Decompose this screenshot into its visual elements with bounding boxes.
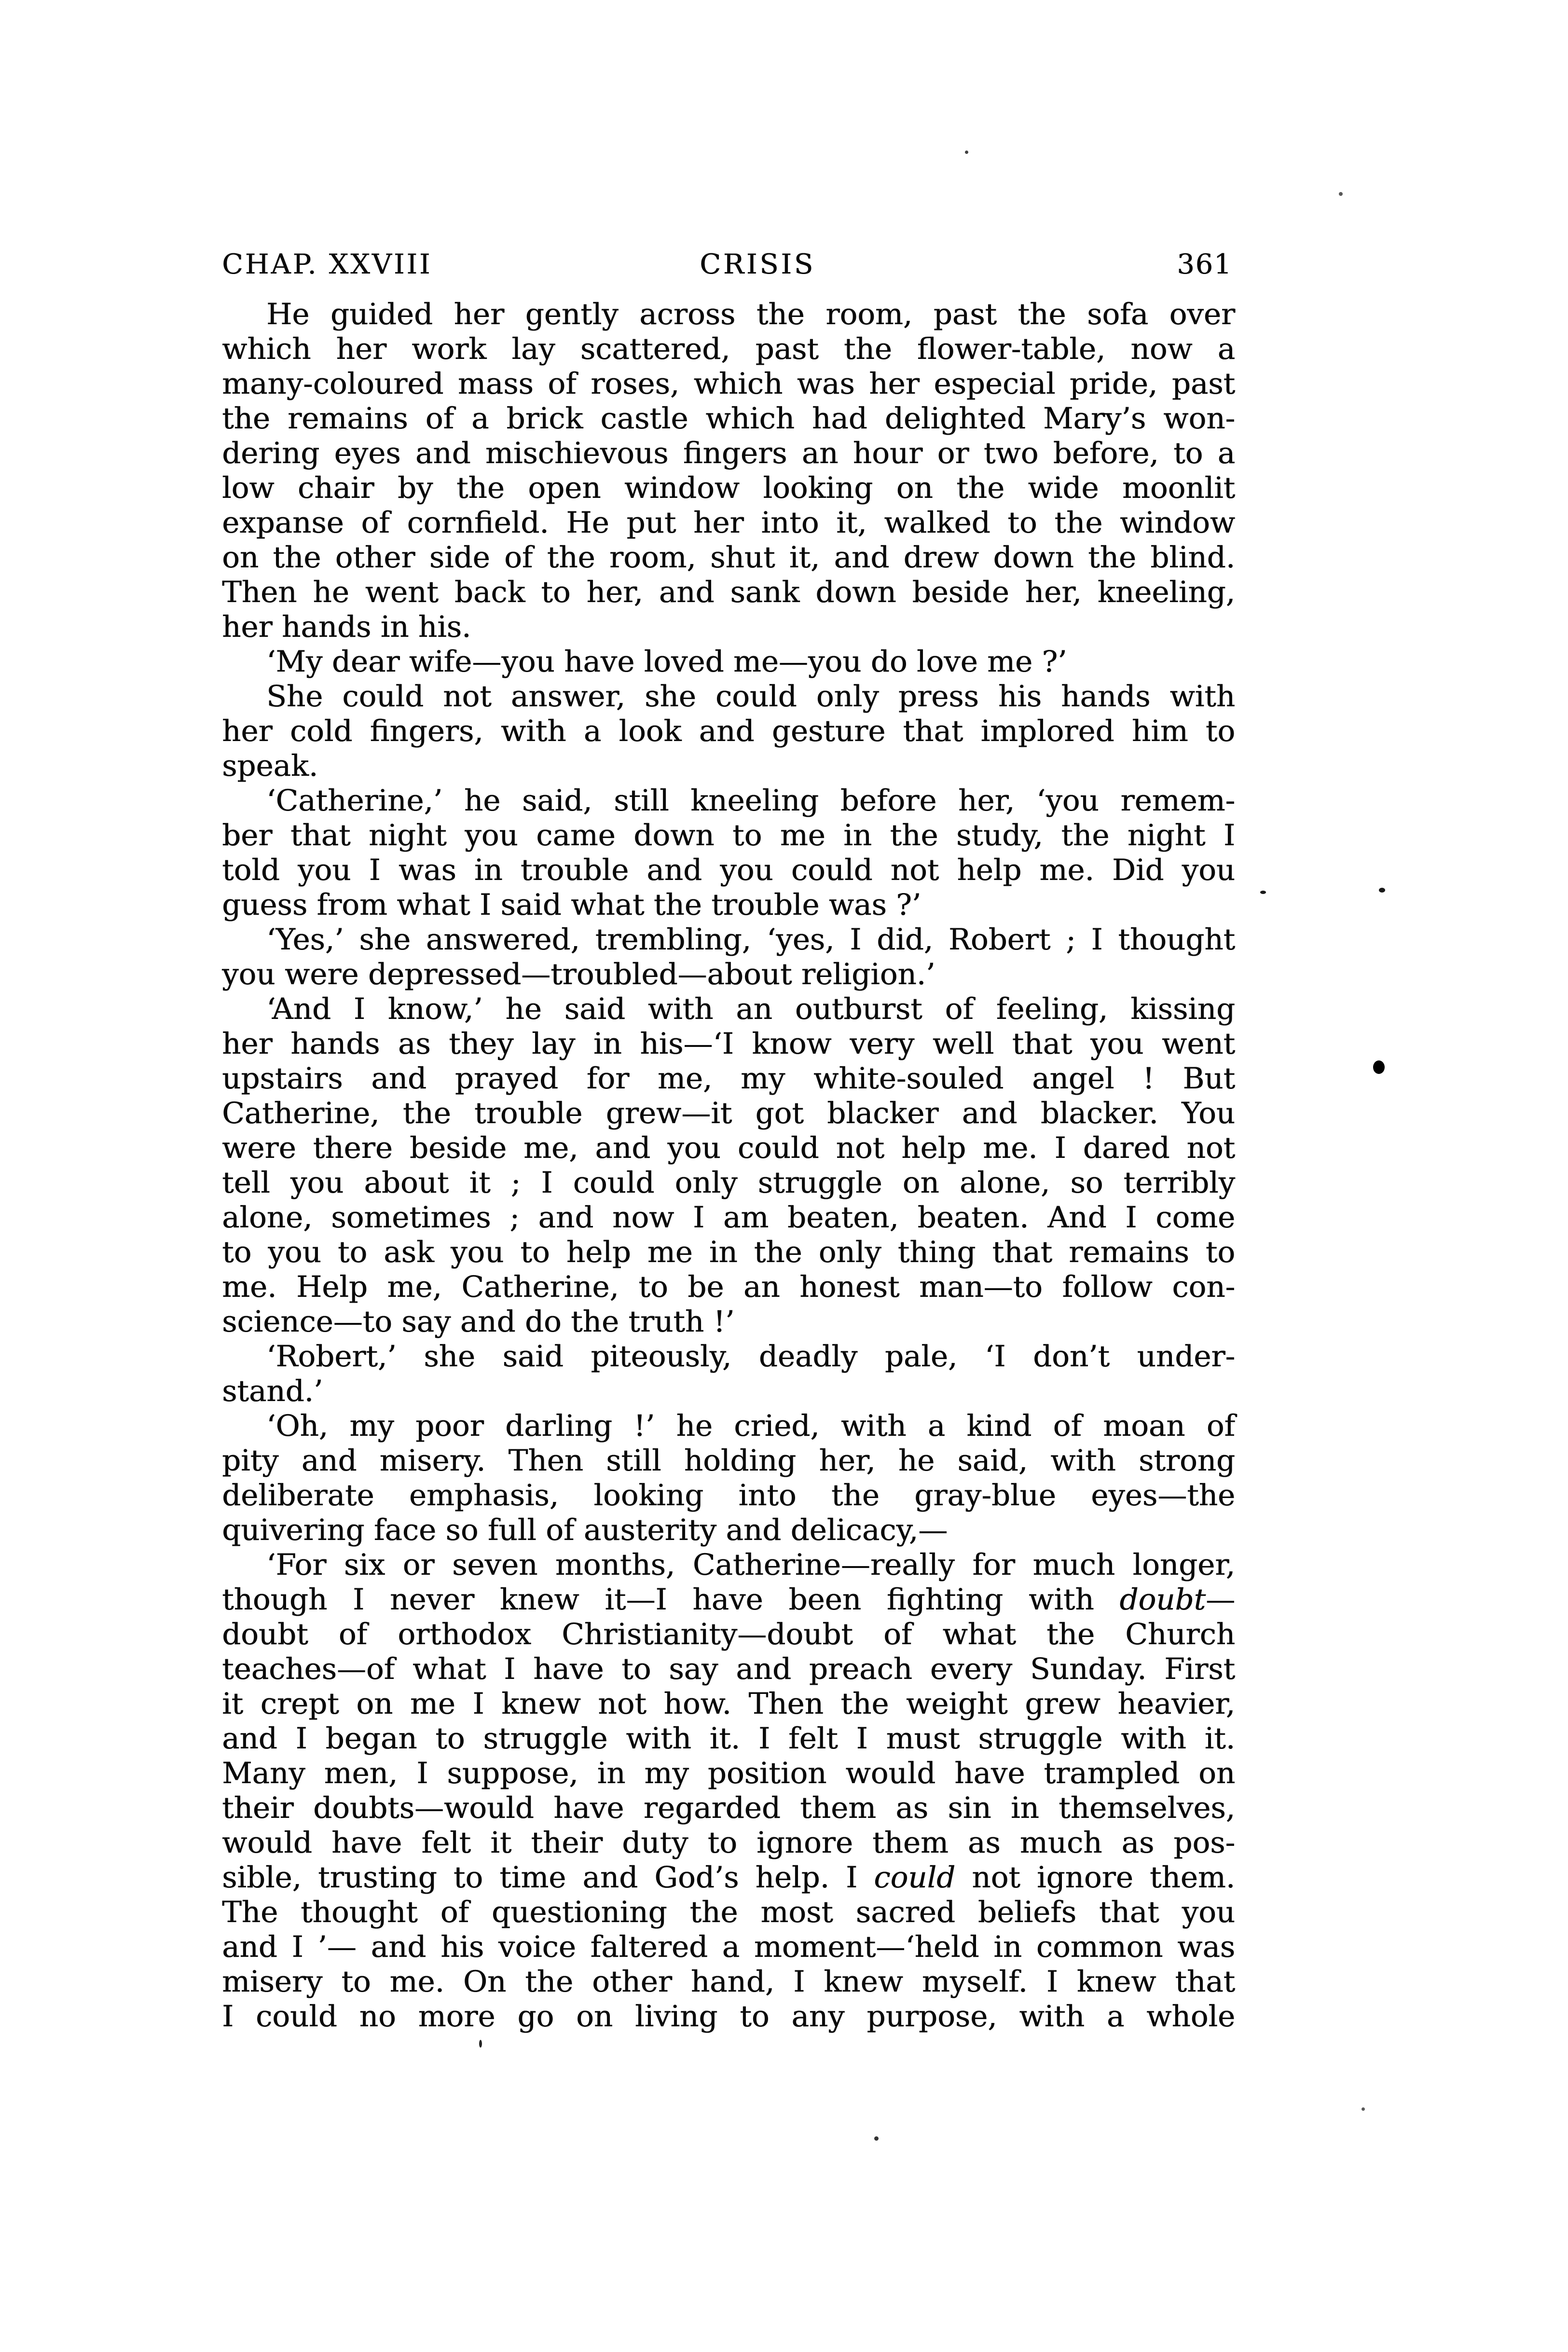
text-block: [222, 297, 1235, 2034]
text-line: [222, 1374, 1235, 1409]
scan-speck: [1260, 891, 1266, 894]
text-line: [222, 784, 1235, 818]
text-line: [222, 992, 1235, 1027]
text-segment: on the other side of the room, shut it, and drew down the blind.: [222, 540, 1235, 575]
text-segment: doubt of orthodox Christianity—doubt of what the Church: [222, 1617, 1235, 1651]
text-segment: He guided her gently across the room, past the sofa over: [266, 297, 1235, 331]
text-line: [222, 1721, 1235, 1756]
text-segment: She could not answer, she could only press his hands with: [266, 679, 1235, 714]
text-line: [222, 957, 1235, 992]
text-segment: though I never knew it—I have been fighting with: [222, 1582, 1120, 1617]
text-line: [222, 506, 1235, 540]
text-line: [222, 1061, 1235, 1096]
text-segment: were there beside me, and you could not help me. I dared not: [222, 1131, 1235, 1165]
scan-speck: [479, 2040, 482, 2048]
text-segment: and I began to struggle with it. I felt I must struggle with it.: [222, 1721, 1235, 1756]
scan-speck: [1339, 192, 1343, 196]
text-segment: ‘My dear wife—you have loved me—you do love me ?’: [266, 645, 1067, 679]
text-segment: misery to me. On the other hand, I knew myself. I knew that: [222, 1965, 1235, 1999]
text-segment: tell you about it ; I could only struggle on alone, so terribly: [222, 1166, 1235, 1200]
text-segment: ‘For six or seven months, Catherine—really for much longer,: [266, 1548, 1235, 1582]
text-line: [222, 1617, 1235, 1652]
text-segment: sible, trusting to time and God’s help. I: [222, 1860, 874, 1895]
text-line: [222, 714, 1235, 749]
scan-speck: [1379, 888, 1385, 893]
text-segment: speak.: [222, 749, 318, 783]
text-segment: me. Help me, Catherine, to be an honest man—to follow con-: [222, 1270, 1235, 1304]
text-segment: and I ’— and his voice faltered a moment—‘held in common was: [222, 1930, 1235, 1964]
text-segment: would have felt it their duty to ignore them as much as pos-: [222, 1826, 1235, 1860]
text-line: [222, 1791, 1235, 1826]
text-line: [222, 332, 1235, 367]
text-segment: ber that night you came down to me in the study, the night I: [222, 818, 1235, 853]
text-line: [222, 1548, 1235, 1582]
text-segment: dering eyes and mischievous fingers an hour or two before, to a: [222, 436, 1235, 470]
text-segment: told you I was in trouble and you could not help me. Did you: [222, 853, 1235, 887]
text-segment: I could no more go on living to any purpose, with a whole: [222, 1999, 1235, 2034]
text-segment: Many men, I suppose, in my position would have trampled on: [222, 1756, 1235, 1790]
text-segment: her cold fingers, with a look and gesture that implored him to: [222, 714, 1235, 748]
text-line: [222, 297, 1235, 332]
text-segment: their doubts—would have regarded them as sin in themselves,: [222, 1791, 1235, 1825]
italic-text: could: [874, 1860, 956, 1895]
text-segment: which her work lay scattered, past the flower-table, now a: [222, 332, 1235, 366]
text-line: [222, 1305, 1235, 1339]
text-line: [222, 818, 1235, 853]
text-line: [222, 1860, 1235, 1895]
text-line: [222, 1999, 1235, 2034]
text-segment: alone, sometimes ; and now I am beaten, beaten. And I come: [222, 1200, 1235, 1235]
text-line: [222, 1166, 1235, 1200]
text-line: [222, 1478, 1235, 1513]
text-line: [222, 853, 1235, 888]
text-segment: ‘Oh, my poor darling !’ he cried, with a kind of moan of: [266, 1409, 1235, 1443]
text-segment: quivering face so full of austerity and delicacy,—: [222, 1513, 948, 1547]
italic-text: doubt: [1119, 1582, 1206, 1617]
text-segment: guess from what I said what the trouble was ?’: [222, 888, 922, 922]
text-segment: teaches—of what I have to say and preach every Sunday. First: [222, 1652, 1235, 1686]
text-line: [222, 1930, 1235, 1965]
text-segment: it crept on me I knew not how. Then the weight grew heavier,: [222, 1687, 1235, 1721]
text-line: [222, 1965, 1235, 1999]
text-line: [222, 367, 1235, 401]
text-line: [222, 1270, 1235, 1305]
scan-speck: [1373, 1060, 1385, 1074]
text-segment: —: [1206, 1582, 1235, 1617]
text-line: [222, 1339, 1235, 1374]
text-segment: her hands as they lay in his—‘I know very well that you went: [222, 1027, 1235, 1061]
text-segment: science—to say and do the truth !’: [222, 1305, 735, 1339]
text-segment: ‘Catherine,’ he said, still kneeling before her, ‘you remem-: [266, 784, 1235, 818]
text-segment: Then he went back to her, and sank down beside her, kneeling,: [222, 575, 1235, 609]
text-segment: ‘And I know,’ he said with an outburst of feeling, kissing: [266, 992, 1235, 1026]
text-line: [222, 749, 1235, 784]
text-line: [222, 1027, 1235, 1061]
scan-speck: [965, 151, 968, 154]
text-line: [222, 575, 1235, 610]
text-line: [222, 1582, 1235, 1617]
scan-speck: [1362, 2107, 1365, 2111]
text-line: [222, 679, 1235, 714]
text-line: [222, 610, 1235, 645]
text-segment: expanse of cornfield. He put her into it, walked to the window: [222, 506, 1235, 540]
text-line: [222, 645, 1235, 679]
text-segment: her hands in his.: [222, 610, 471, 644]
running-head-chapter: CHAP. XXVIII: [222, 248, 432, 280]
text-line: [222, 1513, 1235, 1548]
text-segment: you were depressed—troubled—about religion.’: [222, 957, 935, 991]
text-line: [222, 1444, 1235, 1478]
text-segment: stand.’: [222, 1374, 323, 1408]
page-number: 361: [1177, 248, 1232, 280]
text-line: [222, 540, 1235, 575]
text-segment: Catherine, the trouble grew—it got blacker and blacker. You: [222, 1096, 1235, 1130]
text-segment: not ignore them.: [955, 1860, 1235, 1895]
text-segment: ‘Yes,’ she answered, trembling, ‘yes, I did, Robert ; I thought: [266, 922, 1235, 957]
text-line: [222, 1131, 1235, 1166]
text-line: [222, 888, 1235, 922]
text-segment: The thought of questioning the most sacred beliefs that you: [222, 1895, 1235, 1929]
text-line: [222, 922, 1235, 957]
text-line: [222, 1235, 1235, 1270]
text-segment: low chair by the open window looking on the wide moonlit: [222, 471, 1235, 505]
text-segment: deliberate emphasis, looking into the gray-blue eyes—the: [222, 1478, 1235, 1513]
text-line: [222, 1826, 1235, 1860]
text-line: [222, 401, 1235, 436]
text-segment: to you to ask you to help me in the only thing that remains to: [222, 1235, 1235, 1269]
text-segment: upstairs and prayed for me, my white-souled angel ! But: [222, 1061, 1235, 1096]
text-line: [222, 471, 1235, 506]
text-segment: pity and misery. Then still holding her, he said, with strong: [222, 1444, 1235, 1478]
text-line: [222, 1409, 1235, 1444]
text-line: [222, 1687, 1235, 1721]
text-line: [222, 1895, 1235, 1930]
running-head-title: CRISIS: [700, 248, 815, 280]
text-segment: the remains of a brick castle which had delighted Mary’s won-: [222, 401, 1235, 436]
text-segment: ‘Robert,’ she said piteously, deadly pale, ‘I don’t under-: [266, 1339, 1235, 1374]
text-line: [222, 1756, 1235, 1791]
text-line: [222, 1200, 1235, 1235]
scan-speck: [874, 2136, 879, 2141]
text-line: [222, 1096, 1235, 1131]
text-segment: many-coloured mass of roses, which was her especial pride, past: [222, 367, 1235, 401]
text-line: [222, 1652, 1235, 1687]
running-head: [222, 247, 1235, 282]
text-line: [222, 436, 1235, 471]
